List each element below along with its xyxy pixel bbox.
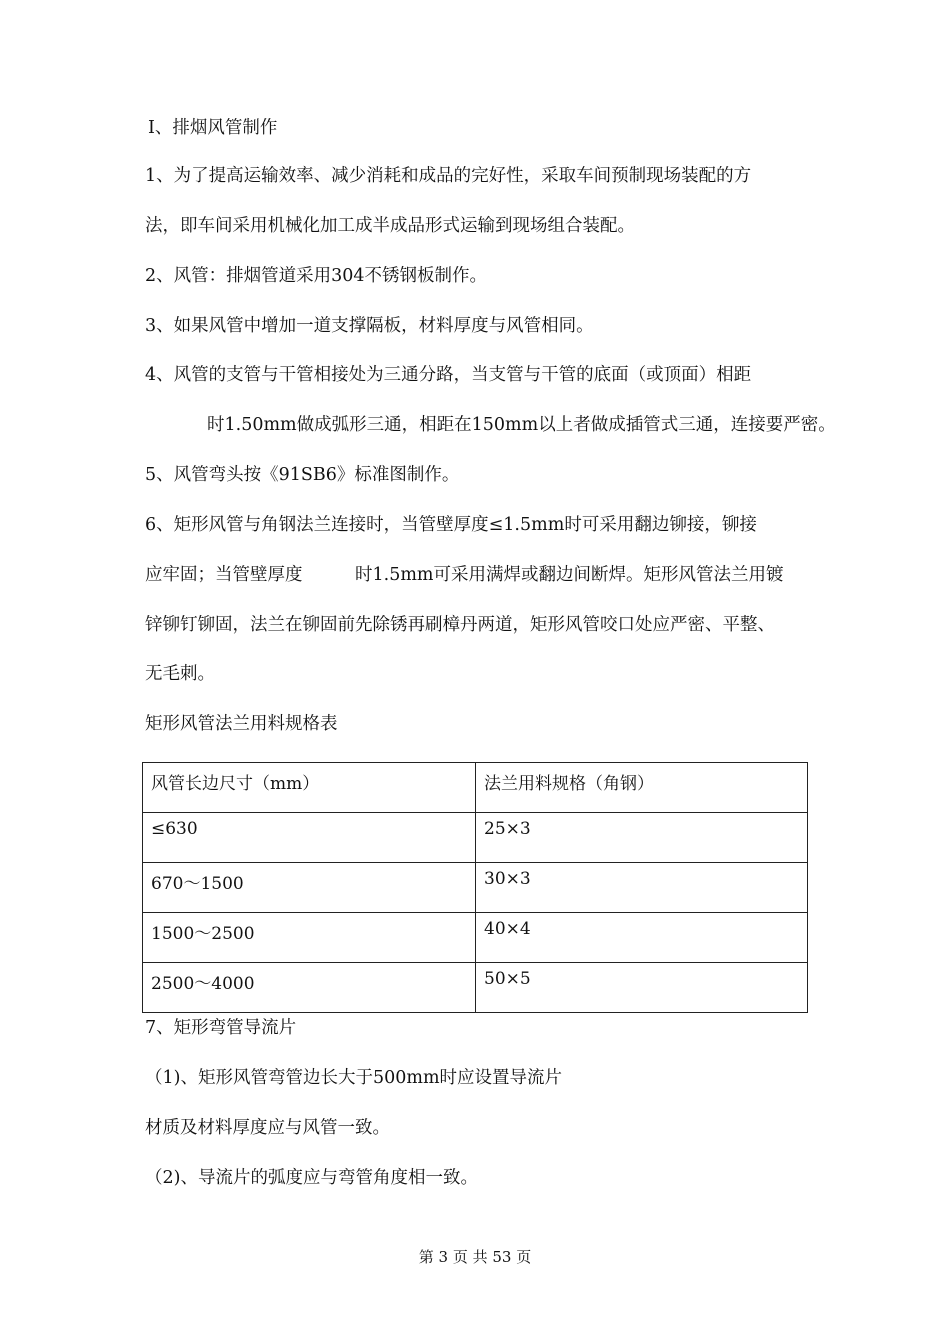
page-footer: 第 3 页 共 53 页 xyxy=(418,1248,532,1266)
table-row xyxy=(143,963,808,1013)
table-header-row xyxy=(143,763,808,813)
paragraph-4-line-1: 4、风管的支管与干管相接处为三通分路，当支管与干管的底面（或顶面）相距 xyxy=(145,365,752,385)
flange-spec-table xyxy=(142,762,808,1013)
table-title: 矩形风管法兰用料规格表 xyxy=(145,714,338,734)
table-cell: 30×3 xyxy=(476,863,808,913)
paragraph-1-line-2: 法，即车间采用机械化加工成半成品形式运输到现场组合装配。 xyxy=(145,216,635,236)
table-row xyxy=(143,913,808,963)
paragraph-6-line-1: 6、矩形风管与角钢法兰连接时，当管壁厚度≤1.5mm时可采用翻边铆接，铆接 xyxy=(145,515,757,535)
table-row xyxy=(143,863,808,913)
paragraph-7-1: （1)、矩形风管弯管边长大于500mm时应设置导流片 xyxy=(145,1068,563,1088)
table-cell: 1500～2500 xyxy=(143,913,476,963)
table-cell: 50×5 xyxy=(476,963,808,1013)
table-cell: ≤630 xyxy=(143,813,476,863)
paragraph-6-line-3: 锌铆钉铆固，法兰在铆固前先除锈再刷樟丹两道，矩形风管咬口处应严密、平整、 xyxy=(145,615,775,635)
paragraph-7-2: （2)、导流片的弧度应与弯管角度相一致。 xyxy=(145,1168,478,1188)
table-cell: 2500～4000 xyxy=(143,963,476,1013)
paragraph-4-line-2: 时1.50mm做成弧形三通，相距在150mm以上者做成插管式三通，连接要严密。 xyxy=(207,415,836,435)
paragraph-6-line-2: 应牢固；当管壁厚度 时1.5mm可采用满焊或翻边间断焊。矩形风管法兰用镀 xyxy=(145,565,784,585)
paragraph-6-line-4: 无毛刺。 xyxy=(145,664,215,684)
paragraph-2: 2、风管：排烟管道采用304不锈钢板制作。 xyxy=(145,266,488,286)
section-title: Ⅰ、排烟风管制作 xyxy=(148,118,278,138)
table-header-cell: 风管长边尺寸（mm） xyxy=(143,763,476,813)
paragraph-7: 7、矩形弯管导流片 xyxy=(145,1018,297,1038)
table-cell: 40×4 xyxy=(476,913,808,963)
table-cell: 670～1500 xyxy=(143,863,476,913)
paragraph-5: 5、风管弯头按《91SB6》标准图制作。 xyxy=(145,465,460,485)
paragraph-3: 3、如果风管中增加一道支撑隔板，材料厚度与风管相同。 xyxy=(145,316,594,336)
paragraph-1-line-1: 1、为了提高运输效率、减少消耗和成品的完好性，采取车间预制现场装配的方 xyxy=(145,166,752,186)
table-row xyxy=(143,813,808,863)
table-header-cell: 法兰用料规格（角钢） xyxy=(476,763,808,813)
table-cell: 25×3 xyxy=(476,813,808,863)
paragraph-7-1-continued: 材质及材料厚度应与风管一致。 xyxy=(145,1118,390,1138)
